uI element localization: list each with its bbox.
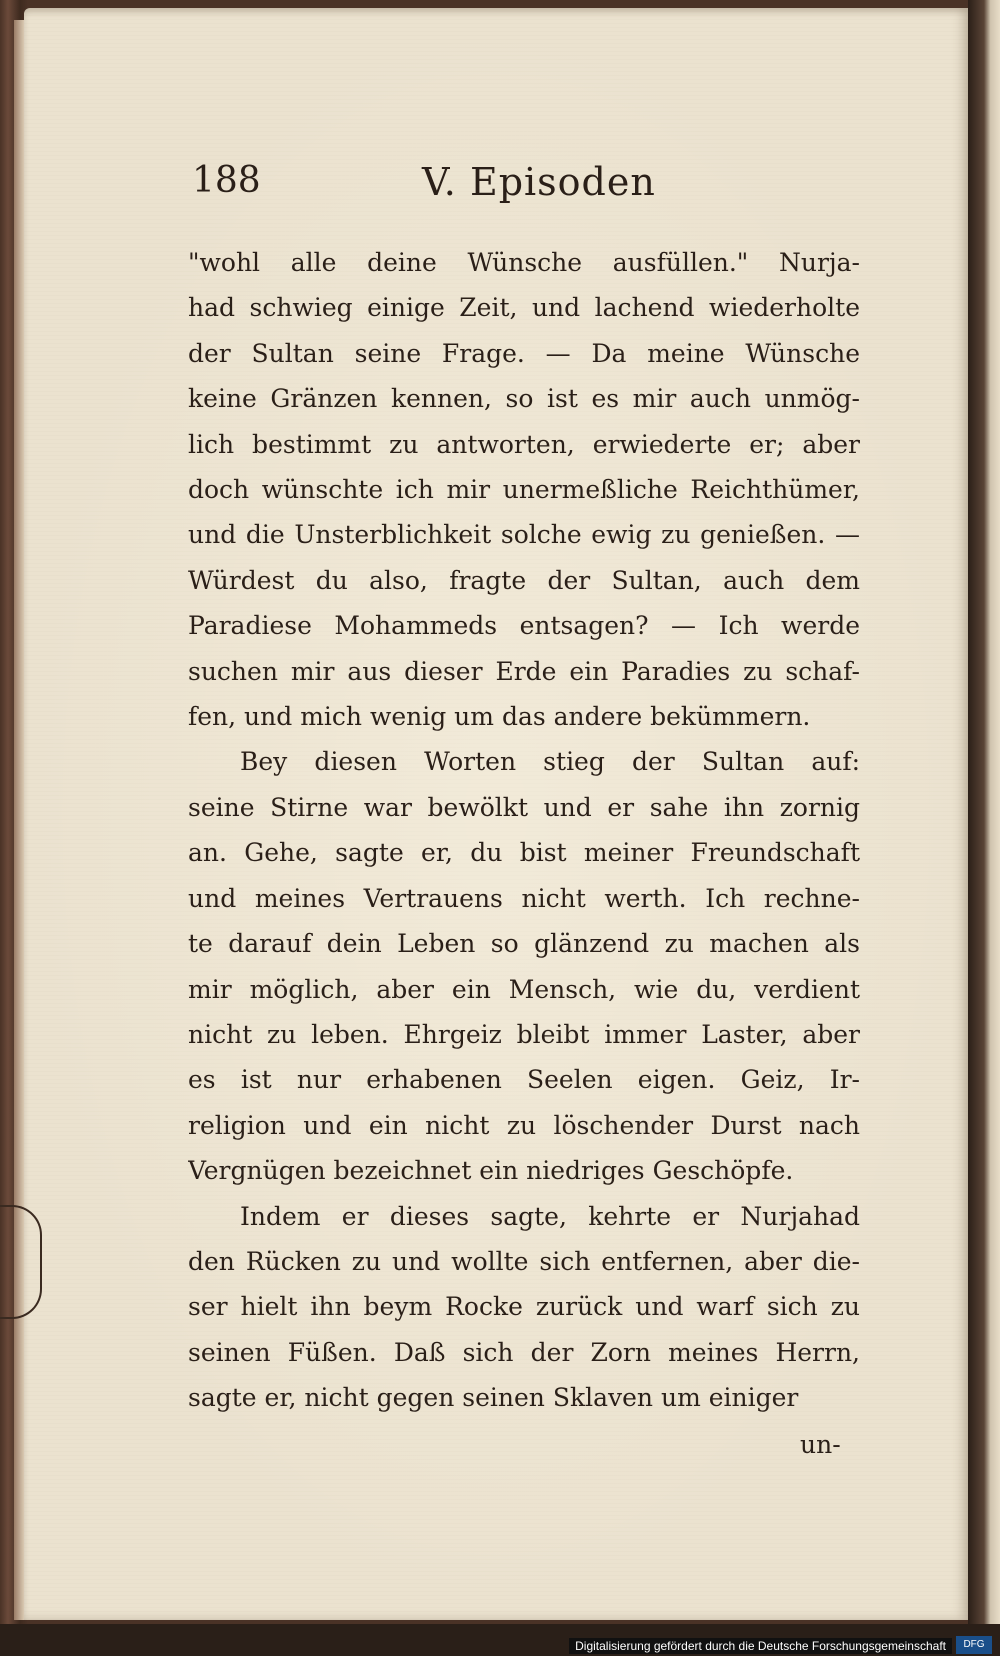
page-clasp-outline — [0, 1205, 42, 1319]
text-line: ser hielt ihn beym Rocke zurück und warf sich zu — [188, 1292, 860, 1322]
dfg-logo-icon: DFG — [956, 1636, 992, 1654]
body-text — [188, 240, 860, 1421]
text-line: den Rücken zu und wollte sich entfernen, aber die- — [188, 1246, 860, 1276]
page-header — [192, 160, 882, 220]
text-line: doch wünschte ich mir unermeßliche Reichthümer, — [188, 475, 860, 505]
text-line: es ist nur erhabenen Seelen eigen. Geiz, Ir- — [188, 1065, 860, 1095]
text-line: Indem er dieses sagte, kehrte er Nurjahad — [240, 1201, 860, 1231]
text-line: an. Gehe, sagte er, du bist meiner Freundschaft — [188, 838, 860, 868]
text-line: "wohl alle deine Wünsche ausfüllen." Nurja- — [188, 248, 860, 277]
text-line: keine Gränzen kennen, so ist es mir auch unmög- — [188, 384, 860, 414]
text-line: had schwieg einige Zeit, und lachend wiederholte — [188, 293, 860, 323]
text-line: Paradiese Mohammeds entsagen? — Ich werde — [188, 611, 860, 641]
text-line: Würdest du also, fragte der Sultan, auch dem — [188, 565, 860, 595]
text-line: lich bestimmt zu antworten, erwiederte er; aber — [188, 429, 860, 459]
text-line: seinen Füßen. Daß sich der Zorn meines Herrn, — [188, 1337, 860, 1367]
book-page-edge — [14, 20, 24, 1620]
text-line: nicht zu leben. Ehrgeiz bleibt immer Laster, aber — [188, 1019, 860, 1049]
text-line: Vergnügen bezeichnet ein niedriges Geschöpfe. — [188, 1156, 794, 1186]
text-line: suchen mir aus dieser Erde ein Paradies zu schaf- — [188, 656, 860, 686]
digitization-credit: Digitalisierung gefördert durch die Deutsche Forschungsgemeinschaft — [569, 1638, 952, 1654]
text-line: Bey diesen Worten stieg der Sultan auf: — [240, 747, 860, 777]
text-line: religion und ein nicht zu löschender Durst nach — [188, 1110, 860, 1140]
text-line: te darauf dein Leben so glänzend zu machen als — [188, 929, 860, 959]
text-line: seine Stirne war bewölkt und er sahe ihn zornig — [188, 792, 860, 822]
text-line: fen, und mich wenig um das andere bekümmern. — [188, 702, 811, 732]
book-spine — [968, 0, 1000, 1656]
page-number: 188 — [192, 160, 261, 201]
catchword: un- — [800, 1430, 841, 1459]
text-line: und die Unsterblichkeit solche ewig zu genießen. — — [188, 520, 860, 550]
text-line: und meines Vertrauens nicht werth. Ich rechne- — [188, 883, 860, 913]
running-head: V. Episoden — [422, 160, 656, 204]
text-line: mir möglich, aber ein Mensch, wie du, verdient — [188, 974, 860, 1004]
text-line: sagte er, nicht gegen seinen Sklaven um einiger — [188, 1383, 799, 1413]
text-line: der Sultan seine Frage. — Da meine Wünsche — [188, 338, 860, 368]
